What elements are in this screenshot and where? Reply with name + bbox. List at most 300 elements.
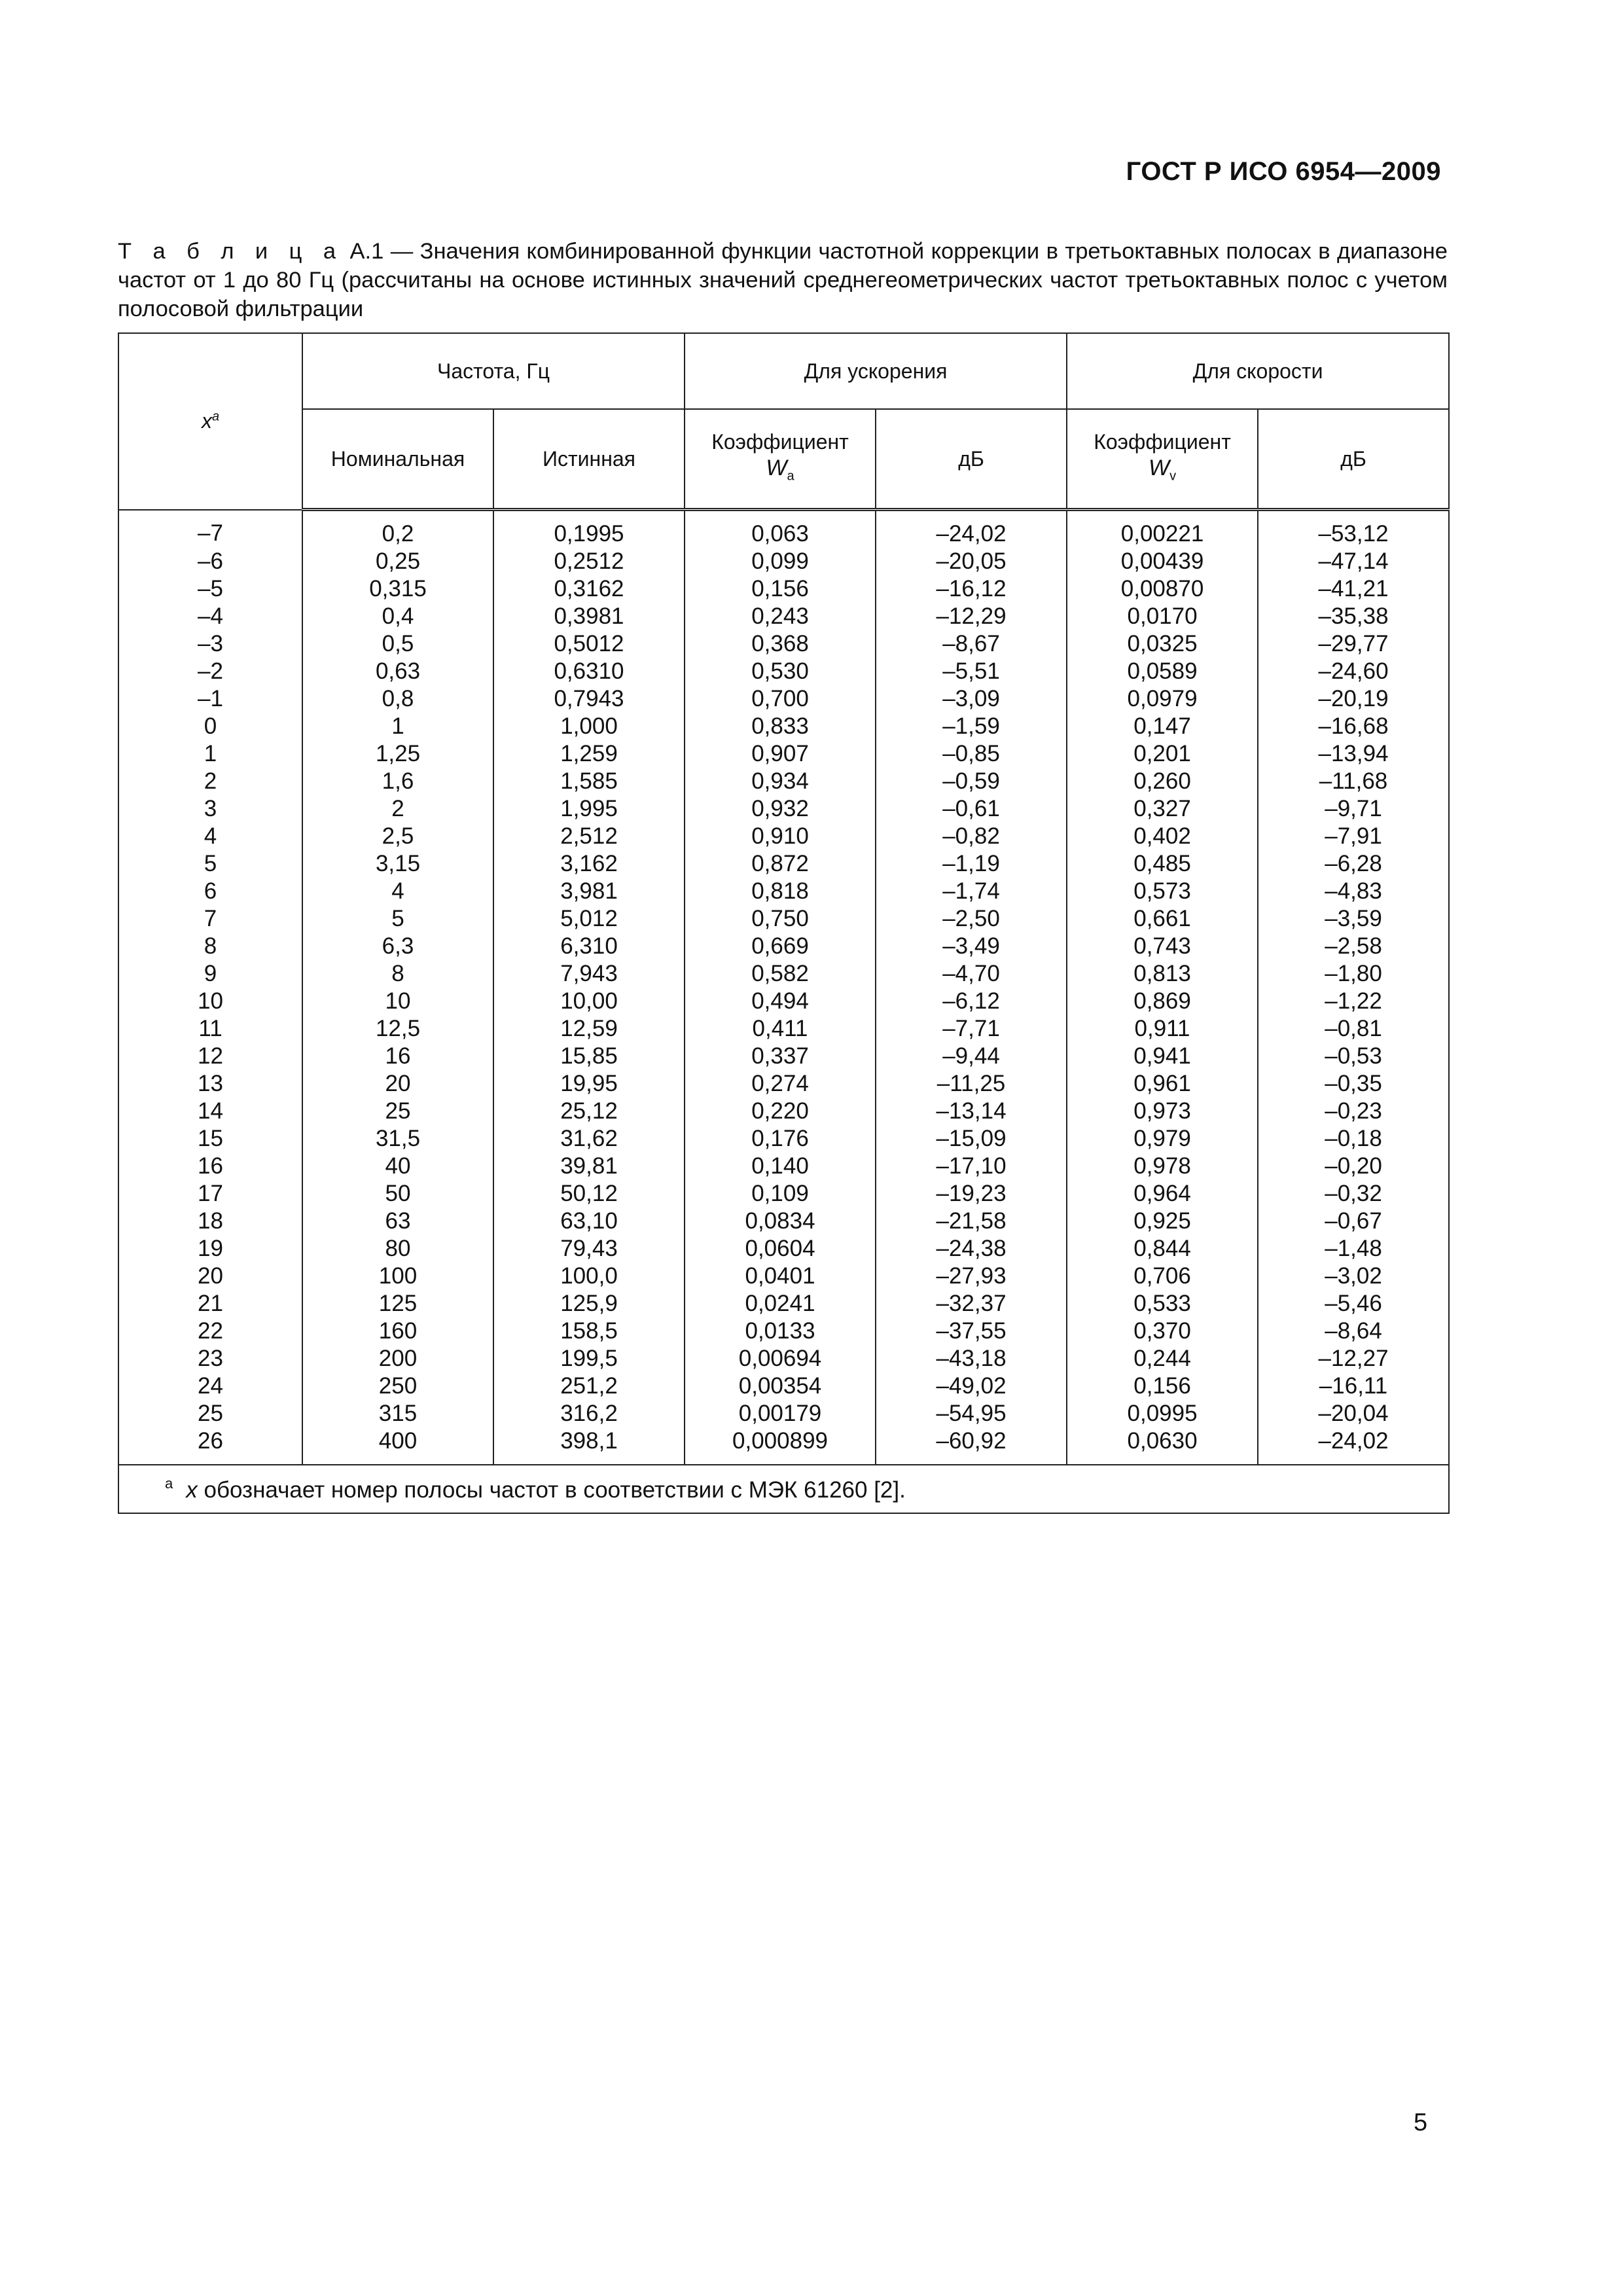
table-row [118,1290,1449,1318]
header-x [118,333,302,510]
header-acceleration: Для ускорения [685,333,1067,409]
footnote-text: обозначает номер полосы частот в соответствии с МЭК 61260 [2]. [197,1477,906,1503]
cell-band-number: 6 [118,878,302,905]
footnote-symbol: x [186,1477,198,1503]
cell-wa-db: –17,10 [876,1153,1067,1180]
cell-band-number: 16 [118,1153,302,1180]
cell-wv-db: –47,14 [1258,548,1449,575]
cell-band-number: 26 [118,1427,302,1465]
cell-wa-coefficient: 0,833 [685,713,876,740]
cell-wa-db: –1,74 [876,878,1067,905]
cell-band-number: –5 [118,575,302,603]
cell-wa-db: –12,29 [876,603,1067,630]
cell-wa-db: –6,12 [876,988,1067,1015]
cell-wv-coefficient: 0,979 [1067,1125,1258,1153]
cell-nominal-frequency: 0,4 [302,603,493,630]
cell-wa-db: –24,02 [876,510,1067,548]
header-wv-symbol: W [1148,455,1170,480]
header-coef-wv-label: Коэффициент [1094,429,1231,454]
cell-wa-db: –9,44 [876,1043,1067,1070]
cell-nominal-frequency: 80 [302,1235,493,1263]
cell-wa-coefficient: 0,156 [685,575,876,603]
cell-wa-coefficient: 0,176 [685,1125,876,1153]
cell-wa-db: –5,51 [876,658,1067,685]
cell-wv-db: –0,81 [1258,1015,1449,1043]
cell-nominal-frequency: 400 [302,1427,493,1465]
cell-wv-coefficient: 0,533 [1067,1290,1258,1318]
cell-wa-coefficient: 0,109 [685,1180,876,1208]
header-wv-subscript: v [1169,469,1177,484]
cell-wa-coefficient: 0,274 [685,1070,876,1098]
header-x-footnote-mark: a [211,409,220,424]
cell-wa-coefficient: 0,368 [685,630,876,658]
header-wa-symbol: W [766,455,787,480]
header-wa-subscript: a [787,469,794,484]
cell-band-number: 20 [118,1263,302,1290]
cell-true-frequency: 2,512 [493,823,685,850]
header-true: Истинная [493,409,685,510]
cell-wa-db: –4,70 [876,960,1067,988]
cell-wa-coefficient: 0,700 [685,685,876,713]
table-row [118,685,1449,713]
cell-wa-db: –19,23 [876,1180,1067,1208]
cell-band-number: –3 [118,630,302,658]
table-row [118,1318,1449,1345]
cell-wv-coefficient: 0,0325 [1067,630,1258,658]
table-row [118,905,1449,933]
cell-true-frequency: 10,00 [493,988,685,1015]
cell-band-number: 25 [118,1400,302,1427]
cell-wa-db: –54,95 [876,1400,1067,1427]
cell-true-frequency: 79,43 [493,1235,685,1263]
cell-wa-coefficient: 0,934 [685,768,876,795]
cell-true-frequency: 25,12 [493,1098,685,1125]
cell-wa-coefficient: 0,494 [685,988,876,1015]
cell-wa-db: –27,93 [876,1263,1067,1290]
cell-true-frequency: 0,2512 [493,548,685,575]
cell-nominal-frequency: 125 [302,1290,493,1318]
cell-wa-db: –7,71 [876,1015,1067,1043]
cell-nominal-frequency: 5 [302,905,493,933]
cell-nominal-frequency: 10 [302,988,493,1015]
cell-wa-coefficient: 0,243 [685,603,876,630]
header-frequency: Частота, Гц [302,333,685,409]
cell-true-frequency: 63,10 [493,1208,685,1235]
cell-nominal-frequency: 250 [302,1372,493,1400]
cell-nominal-frequency: 0,63 [302,658,493,685]
cell-wv-coefficient: 0,402 [1067,823,1258,850]
weighting-table [118,332,1450,1514]
cell-wv-db: –53,12 [1258,510,1449,548]
cell-nominal-frequency: 1,25 [302,740,493,768]
cell-wv-db: –24,02 [1258,1427,1449,1465]
cell-true-frequency: 0,3162 [493,575,685,603]
cell-true-frequency: 1,995 [493,795,685,823]
cell-wv-coefficient: 0,147 [1067,713,1258,740]
cell-wv-db: –24,60 [1258,658,1449,685]
cell-wv-coefficient: 0,260 [1067,768,1258,795]
cell-true-frequency: 0,6310 [493,658,685,685]
cell-wv-db: –0,23 [1258,1098,1449,1125]
cell-wv-db: –11,68 [1258,768,1449,795]
table-row [118,548,1449,575]
cell-wv-coefficient: 0,706 [1067,1263,1258,1290]
cell-nominal-frequency: 12,5 [302,1015,493,1043]
cell-wv-coefficient: 0,0979 [1067,685,1258,713]
table-row [118,1070,1449,1098]
cell-true-frequency: 0,3981 [493,603,685,630]
cell-nominal-frequency: 16 [302,1043,493,1070]
table-row [118,1125,1449,1153]
cell-wv-coefficient: 0,0170 [1067,603,1258,630]
table-row [118,768,1449,795]
cell-wv-db: –3,59 [1258,905,1449,933]
cell-true-frequency: 3,162 [493,850,685,878]
cell-wa-coefficient: 0,582 [685,960,876,988]
cell-true-frequency: 199,5 [493,1345,685,1372]
cell-band-number: 9 [118,960,302,988]
table-row [118,960,1449,988]
cell-band-number: 17 [118,1180,302,1208]
cell-wv-db: –6,28 [1258,850,1449,878]
cell-nominal-frequency: 0,5 [302,630,493,658]
cell-band-number: 1 [118,740,302,768]
cell-nominal-frequency: 4 [302,878,493,905]
cell-wa-db: –0,82 [876,823,1067,850]
cell-wa-db: –8,67 [876,630,1067,658]
cell-wv-db: –20,19 [1258,685,1449,713]
cell-wa-coefficient: 0,907 [685,740,876,768]
cell-band-number: 11 [118,1015,302,1043]
cell-nominal-frequency: 0,8 [302,685,493,713]
cell-wv-coefficient: 0,327 [1067,795,1258,823]
table-row [118,1235,1449,1263]
table-row [118,1098,1449,1125]
cell-wv-coefficient: 0,973 [1067,1098,1258,1125]
cell-wa-coefficient: 0,00354 [685,1372,876,1400]
cell-nominal-frequency: 100 [302,1263,493,1290]
cell-wa-db: –20,05 [876,548,1067,575]
cell-band-number: 7 [118,905,302,933]
table-row [118,713,1449,740]
cell-wv-db: –3,02 [1258,1263,1449,1290]
header-coef-wv [1067,409,1258,510]
cell-true-frequency: 5,012 [493,905,685,933]
cell-wv-coefficient: 0,844 [1067,1235,1258,1263]
cell-wv-coefficient: 0,244 [1067,1345,1258,1372]
document-header: ГОСТ Р ИСО 6954—2009 [1126,157,1441,186]
cell-band-number: 18 [118,1208,302,1235]
header-coef-wa [685,409,876,510]
cell-wa-coefficient: 0,750 [685,905,876,933]
table-row [118,933,1449,960]
cell-wa-db: –24,38 [876,1235,1067,1263]
cell-nominal-frequency: 0,315 [302,575,493,603]
cell-wv-db: –4,83 [1258,878,1449,905]
table-row [118,1153,1449,1180]
cell-wv-db: –0,53 [1258,1043,1449,1070]
cell-wa-coefficient: 0,0241 [685,1290,876,1318]
cell-band-number: 3 [118,795,302,823]
table-row [118,1345,1449,1372]
cell-wv-coefficient: 0,869 [1067,988,1258,1015]
table-row [118,1427,1449,1465]
cell-band-number: –1 [118,685,302,713]
cell-wa-coefficient: 0,0604 [685,1235,876,1263]
table-row [118,575,1449,603]
cell-wa-coefficient: 0,140 [685,1153,876,1180]
cell-wv-db: –0,20 [1258,1153,1449,1180]
cell-band-number: 21 [118,1290,302,1318]
cell-wv-db: –29,77 [1258,630,1449,658]
cell-wa-coefficient: 0,669 [685,933,876,960]
cell-wv-db: –1,22 [1258,988,1449,1015]
cell-wv-db: –2,58 [1258,933,1449,960]
cell-true-frequency: 1,585 [493,768,685,795]
cell-wa-coefficient: 0,063 [685,510,876,548]
cell-wv-db: –16,68 [1258,713,1449,740]
table-row [118,1043,1449,1070]
cell-wv-db: –1,80 [1258,960,1449,988]
cell-band-number: 15 [118,1125,302,1153]
cell-wv-db: –35,38 [1258,603,1449,630]
cell-nominal-frequency: 63 [302,1208,493,1235]
cell-wa-db: –13,14 [876,1098,1067,1125]
cell-nominal-frequency: 315 [302,1400,493,1427]
cell-true-frequency: 125,9 [493,1290,685,1318]
header-db-acceleration: дБ [876,409,1067,510]
footnote-mark: a [165,1475,173,1492]
cell-true-frequency: 19,95 [493,1070,685,1098]
cell-band-number: 19 [118,1235,302,1263]
cell-band-number: 0 [118,713,302,740]
cell-true-frequency: 39,81 [493,1153,685,1180]
cell-wa-db: –32,37 [876,1290,1067,1318]
cell-wv-db: –0,35 [1258,1070,1449,1098]
cell-wv-db: –8,64 [1258,1318,1449,1345]
cell-wv-coefficient: 0,573 [1067,878,1258,905]
cell-wv-coefficient: 0,743 [1067,933,1258,960]
cell-wa-db: –43,18 [876,1345,1067,1372]
table-row [118,795,1449,823]
cell-wa-db: –15,09 [876,1125,1067,1153]
cell-band-number: 10 [118,988,302,1015]
cell-wa-db: –21,58 [876,1208,1067,1235]
cell-wv-coefficient: 0,156 [1067,1372,1258,1400]
table-body [118,510,1449,1465]
cell-wa-coefficient: 0,872 [685,850,876,878]
cell-nominal-frequency: 0,2 [302,510,493,548]
cell-wv-db: –9,71 [1258,795,1449,823]
cell-wa-coefficient: 0,910 [685,823,876,850]
cell-true-frequency: 100,0 [493,1263,685,1290]
cell-wv-coefficient: 0,961 [1067,1070,1258,1098]
cell-band-number: 13 [118,1070,302,1098]
cell-band-number: –6 [118,548,302,575]
cell-wv-coefficient: 0,0995 [1067,1400,1258,1427]
cell-true-frequency: 0,7943 [493,685,685,713]
cell-wa-coefficient: 0,00179 [685,1400,876,1427]
cell-true-frequency: 7,943 [493,960,685,988]
cell-wa-coefficient: 0,0834 [685,1208,876,1235]
cell-wv-coefficient: 0,964 [1067,1180,1258,1208]
cell-true-frequency: 0,5012 [493,630,685,658]
cell-wa-coefficient: 0,00694 [685,1345,876,1372]
cell-wv-coefficient: 0,911 [1067,1015,1258,1043]
cell-band-number: 24 [118,1372,302,1400]
cell-nominal-frequency: 200 [302,1345,493,1372]
cell-nominal-frequency: 31,5 [302,1125,493,1153]
cell-wv-coefficient: 0,941 [1067,1043,1258,1070]
cell-wv-coefficient: 0,0630 [1067,1427,1258,1465]
cell-wv-coefficient: 0,925 [1067,1208,1258,1235]
cell-true-frequency: 1,259 [493,740,685,768]
cell-true-frequency: 251,2 [493,1372,685,1400]
cell-nominal-frequency: 50 [302,1180,493,1208]
cell-true-frequency: 3,981 [493,878,685,905]
cell-wv-coefficient: 0,00870 [1067,575,1258,603]
cell-nominal-frequency: 40 [302,1153,493,1180]
cell-band-number: 4 [118,823,302,850]
cell-true-frequency: 1,000 [493,713,685,740]
cell-wv-coefficient: 0,00439 [1067,548,1258,575]
cell-true-frequency: 12,59 [493,1015,685,1043]
cell-wv-db: –20,04 [1258,1400,1449,1427]
cell-wv-db: –0,67 [1258,1208,1449,1235]
cell-wa-coefficient: 0,0401 [685,1263,876,1290]
cell-wa-coefficient: 0,411 [685,1015,876,1043]
cell-band-number: 14 [118,1098,302,1125]
header-velocity: Для скорости [1067,333,1449,409]
cell-nominal-frequency: 1,6 [302,768,493,795]
cell-wv-db: –12,27 [1258,1345,1449,1372]
cell-band-number: 2 [118,768,302,795]
cell-band-number: 5 [118,850,302,878]
cell-wa-db: –11,25 [876,1070,1067,1098]
cell-band-number: –4 [118,603,302,630]
cell-wv-db: –5,46 [1258,1290,1449,1318]
cell-wa-db: –3,49 [876,933,1067,960]
cell-wv-coefficient: 0,201 [1067,740,1258,768]
cell-wa-db: –1,59 [876,713,1067,740]
cell-true-frequency: 6,310 [493,933,685,960]
table-footnote [118,1465,1449,1513]
cell-band-number: –2 [118,658,302,685]
cell-wv-db: –1,48 [1258,1235,1449,1263]
cell-wv-db: –7,91 [1258,823,1449,850]
cell-wa-coefficient: 0,530 [685,658,876,685]
table-row [118,850,1449,878]
table-row [118,630,1449,658]
cell-true-frequency: 0,1995 [493,510,685,548]
table-row [118,603,1449,630]
page-number: 5 [1414,2109,1428,2136]
cell-nominal-frequency: 8 [302,960,493,988]
cell-wa-coefficient: 0,0133 [685,1318,876,1345]
cell-wv-coefficient: 0,370 [1067,1318,1258,1345]
cell-wv-db: –16,11 [1258,1372,1449,1400]
cell-true-frequency: 31,62 [493,1125,685,1153]
cell-wv-coefficient: 0,0589 [1067,658,1258,685]
cell-nominal-frequency: 2,5 [302,823,493,850]
cell-wv-coefficient: 0,813 [1067,960,1258,988]
cell-nominal-frequency: 3,15 [302,850,493,878]
caption-label: Т а б л и ц а [118,239,344,264]
table-row [118,878,1449,905]
table-row [118,1400,1449,1427]
cell-wa-db: –37,55 [876,1318,1067,1345]
cell-wv-db: –13,94 [1258,740,1449,768]
cell-wa-db: –3,09 [876,685,1067,713]
cell-wa-coefficient: 0,932 [685,795,876,823]
cell-nominal-frequency: 2 [302,795,493,823]
cell-wa-db: –49,02 [876,1372,1067,1400]
cell-band-number: 8 [118,933,302,960]
table-row [118,823,1449,850]
cell-wv-db: –0,18 [1258,1125,1449,1153]
cell-wa-coefficient: 0,000899 [685,1427,876,1465]
table-row [118,740,1449,768]
table-row [118,1208,1449,1235]
cell-band-number: 23 [118,1345,302,1372]
cell-wa-db: –1,19 [876,850,1067,878]
table-row [118,1372,1449,1400]
cell-true-frequency: 50,12 [493,1180,685,1208]
table-row [118,1015,1449,1043]
cell-wv-coefficient: 0,00221 [1067,510,1258,548]
cell-wa-db: –16,12 [876,575,1067,603]
table-caption [118,237,1448,323]
header-coef-wa-label: Коэффициент [711,429,849,454]
cell-wa-coefficient: 0,818 [685,878,876,905]
cell-wv-coefficient: 0,978 [1067,1153,1258,1180]
table-row [118,658,1449,685]
cell-true-frequency: 15,85 [493,1043,685,1070]
cell-nominal-frequency: 25 [302,1098,493,1125]
table-row [118,1180,1449,1208]
cell-wa-db: –2,50 [876,905,1067,933]
header-db-velocity: дБ [1258,409,1449,510]
cell-nominal-frequency: 6,3 [302,933,493,960]
cell-wv-db: –0,32 [1258,1180,1449,1208]
cell-wa-coefficient: 0,337 [685,1043,876,1070]
table-row [118,1263,1449,1290]
cell-band-number: 12 [118,1043,302,1070]
header-x-symbol: x [201,409,212,433]
cell-band-number: 22 [118,1318,302,1345]
cell-wv-coefficient: 0,661 [1067,905,1258,933]
header-nominal: Номинальная [302,409,493,510]
cell-band-number: –7 [118,510,302,548]
cell-wa-db: –60,92 [876,1427,1067,1465]
cell-true-frequency: 158,5 [493,1318,685,1345]
cell-true-frequency: 316,2 [493,1400,685,1427]
cell-wa-db: –0,61 [876,795,1067,823]
cell-wa-db: –0,59 [876,768,1067,795]
cell-wv-db: –41,21 [1258,575,1449,603]
cell-nominal-frequency: 1 [302,713,493,740]
cell-nominal-frequency: 0,25 [302,548,493,575]
cell-nominal-frequency: 160 [302,1318,493,1345]
caption-text: А.1 — Значения комбинированной функции частотной коррекции в третьоктавных полосах в диапазоне частот от 1 до 80 Гц (рассчитаны на основе истинных значений среднегеометрических частот третьоктавных полос с учетом полосовой фильтрации [118,239,1448,321]
cell-wv-coefficient: 0,485 [1067,850,1258,878]
cell-true-frequency: 398,1 [493,1427,685,1465]
table-row [118,988,1449,1015]
cell-nominal-frequency: 20 [302,1070,493,1098]
cell-wa-coefficient: 0,099 [685,548,876,575]
table-row [118,510,1449,548]
cell-wa-db: –0,85 [876,740,1067,768]
